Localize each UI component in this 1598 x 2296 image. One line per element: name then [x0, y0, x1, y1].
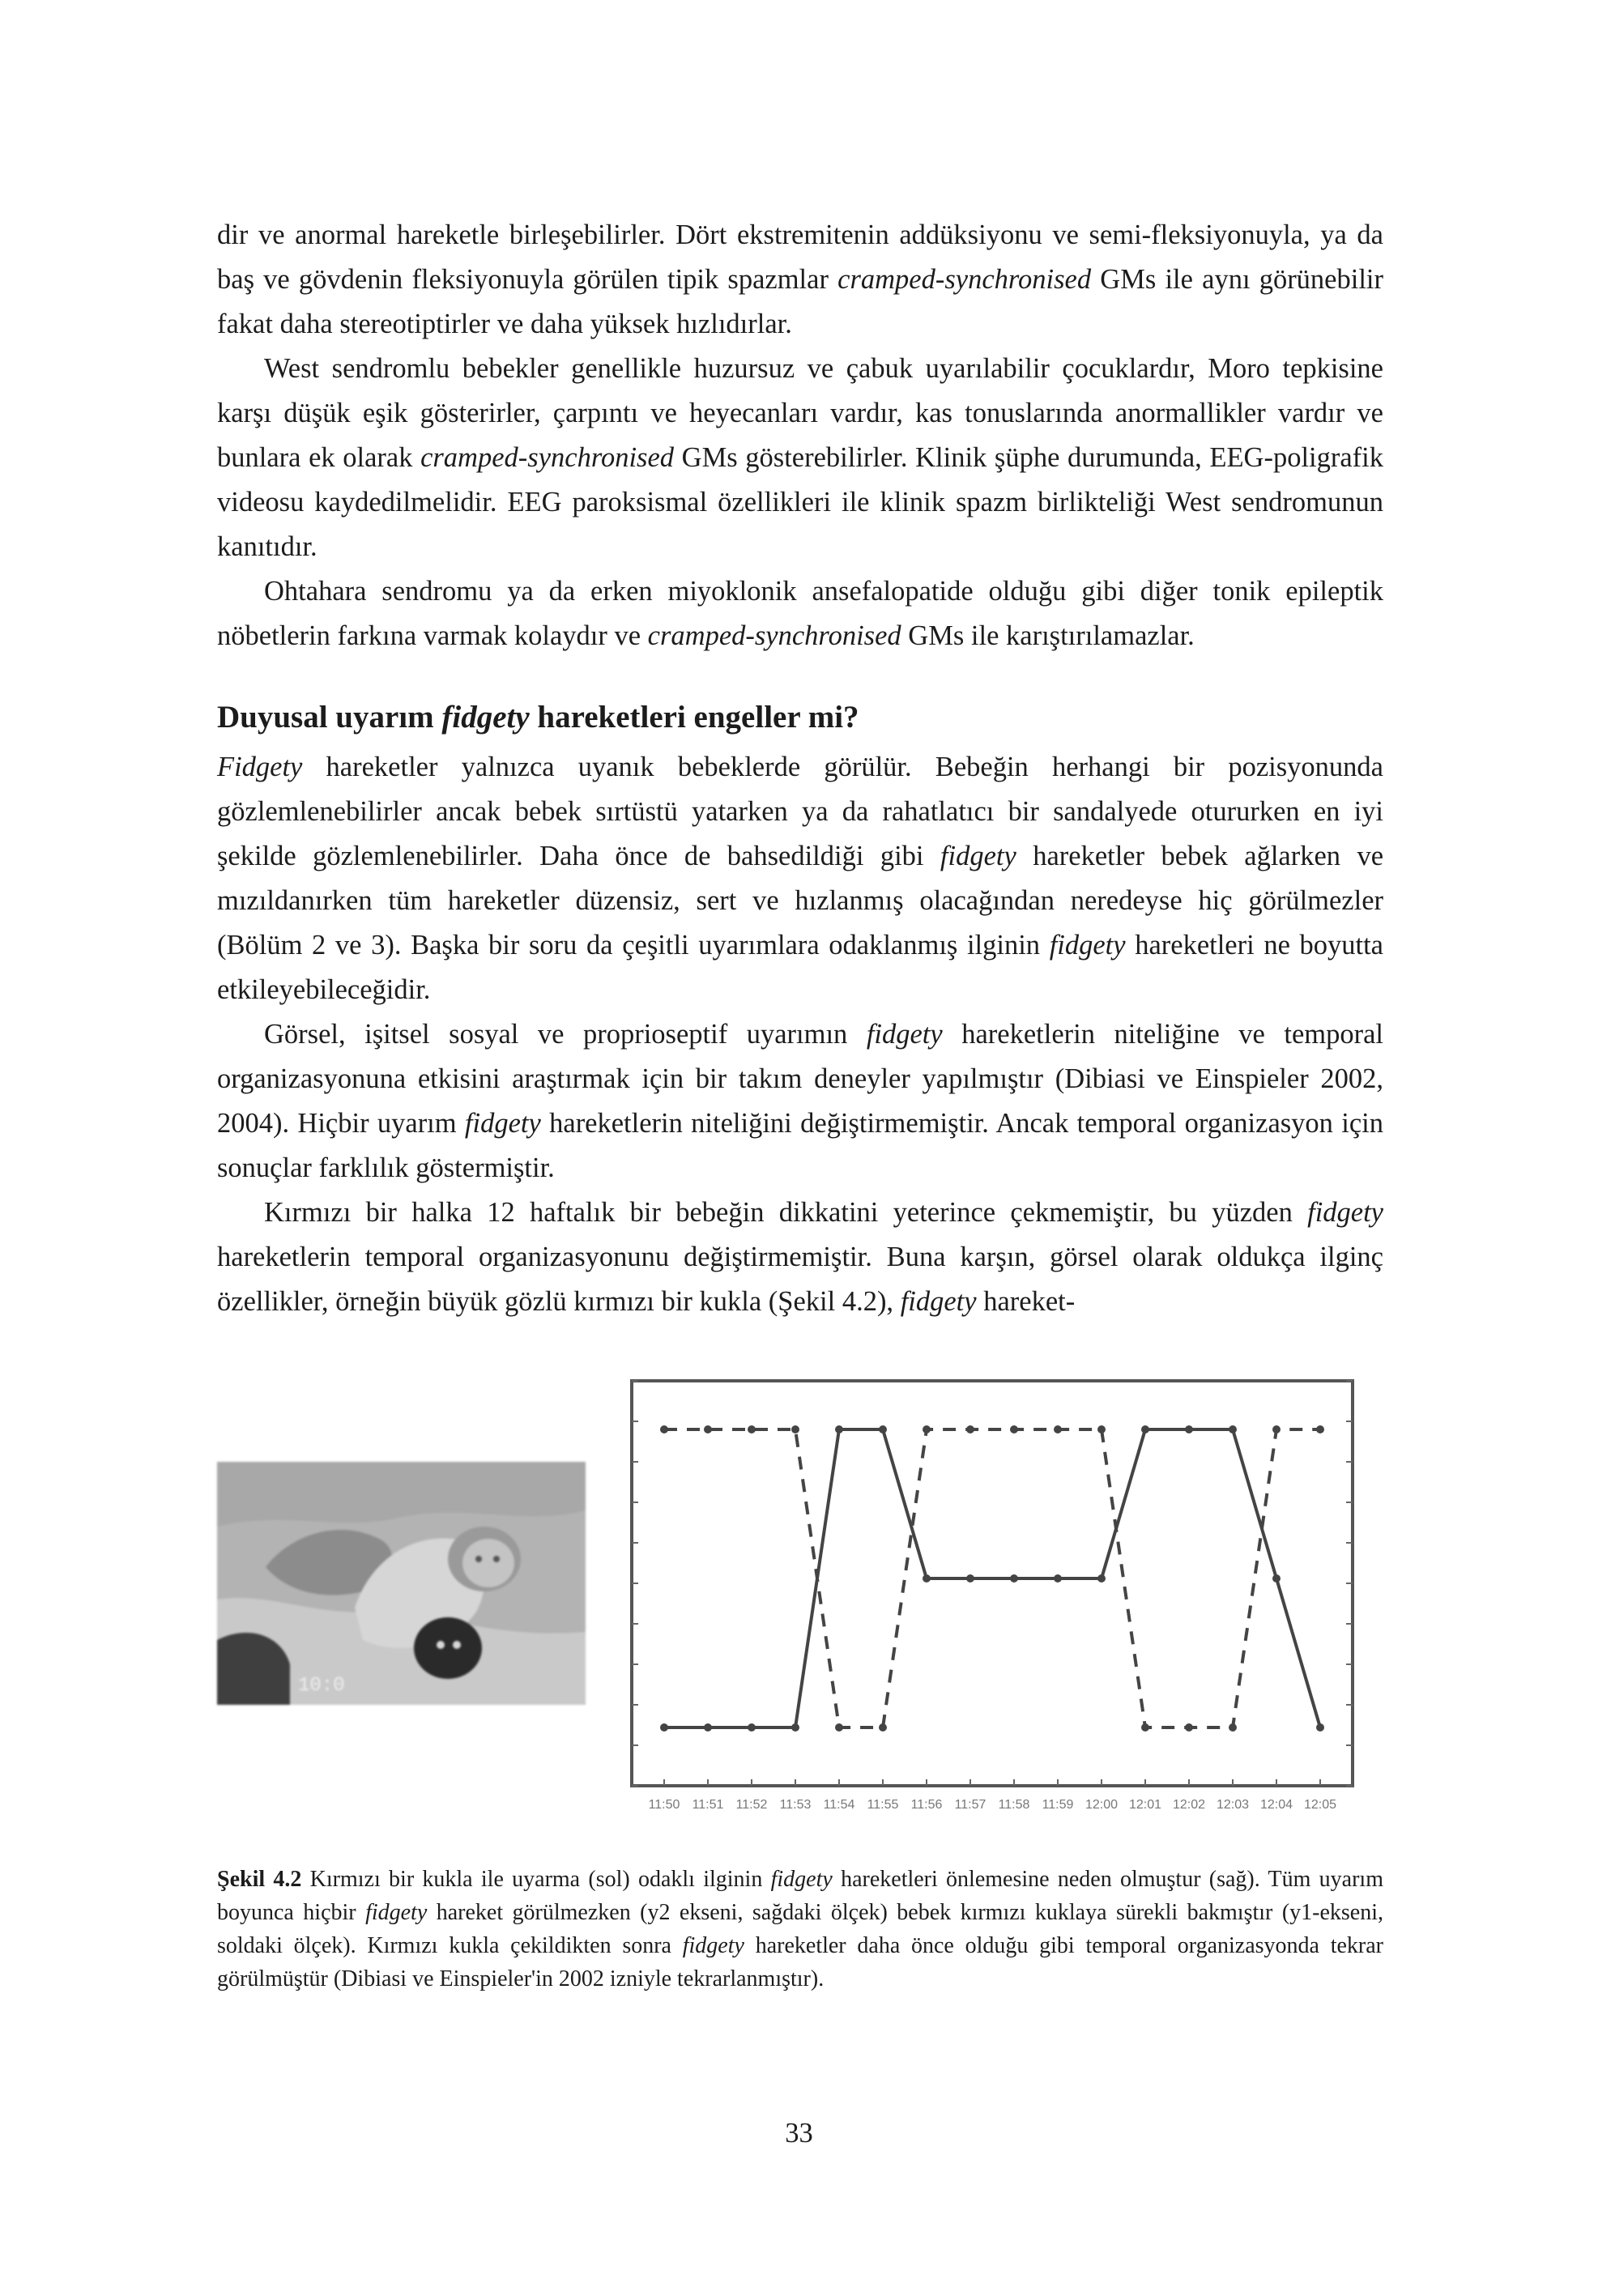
- heading-italic-term: fidgety: [441, 700, 530, 735]
- paragraph: [217, 1012, 1383, 1191]
- text-run: hareketlerin niteliğine ve temporal organizasyonuna etkisini araştırmak için bir takım deneyler yapılmıştır (Dibiasi ve Einspieler 2002, 2004). Hiçbir uyarım: [217, 1019, 1383, 1139]
- series-1-point: [704, 1723, 712, 1732]
- heading-text: hareketleri engeller mi?: [529, 700, 859, 735]
- x-tick-label: 12:04: [1259, 1798, 1293, 1812]
- series-1-point: [835, 1425, 843, 1433]
- x-tick-label: 11:50: [648, 1798, 680, 1812]
- series-2-point: [1097, 1425, 1106, 1433]
- italic-term: Fidgety: [217, 752, 303, 782]
- caption-italic-term: fidgety: [682, 1933, 744, 1958]
- paragraph: [217, 347, 1383, 569]
- italic-term: fidgety: [1307, 1197, 1383, 1228]
- series-2-point: [879, 1723, 887, 1732]
- series-1-point: [1010, 1574, 1018, 1582]
- text-run: GMs ile aynı görünebilir fakat daha stereotiptirler ve daha yüksek hızlıdırlar.: [217, 264, 1383, 339]
- text-run: hareket-: [976, 1286, 1076, 1317]
- series-1-point: [1054, 1574, 1062, 1582]
- series-1-point: [1316, 1723, 1324, 1732]
- x-tick-label: 11:58: [998, 1798, 1030, 1812]
- infant-puppet-photo: [217, 1462, 586, 1705]
- series-1-point: [748, 1723, 756, 1732]
- italic-term: fidgety: [1049, 930, 1126, 961]
- series-1-point: [1272, 1574, 1281, 1582]
- series-2-point: [835, 1723, 843, 1732]
- section-heading: [217, 695, 859, 739]
- italic-term: cramped-synchronised: [420, 442, 675, 473]
- series-2-point: [1316, 1425, 1324, 1433]
- text-run: Görsel, işitsel sosyal ve proprioseptif uyarımın: [264, 1019, 867, 1050]
- photo-timestamp: 10:0: [298, 1675, 345, 1697]
- chart-frame: [632, 1381, 1353, 1786]
- series-2-point: [1141, 1723, 1149, 1732]
- x-tick-label: 12:01: [1128, 1798, 1162, 1812]
- x-tick-label: 12:02: [1172, 1798, 1206, 1812]
- caption-label: Şekil 4.2: [217, 1867, 302, 1892]
- italic-term: fidgety: [464, 1108, 541, 1139]
- text-run: hareketlerin temporal organizasyonunu değiştirmemiştir. Buna karşın, görsel olarak oldukça ilginç özellikler, örneğin büyük gözlü kırmızı bir kukla (Şekil 4.2),: [217, 1242, 1383, 1317]
- text-run: West sendromlu bebekler genellikle huzursuz ve çabuk uyarılabilir çocuklardır, Moro tepkisine karşı düşük eşik gösterirler, çarpıntı ve heyecanları vardır, kas tonuslarında anormallikler vardır ve bunlara ek olarak: [217, 353, 1383, 473]
- series-2-point: [660, 1425, 668, 1433]
- series-2-point: [1010, 1425, 1018, 1433]
- x-tick-label: 11:55: [867, 1798, 899, 1812]
- heading-text: Duyusal uyarım: [217, 700, 442, 735]
- series-2-point: [1229, 1723, 1237, 1732]
- italic-term: cramped-synchronised: [647, 620, 901, 651]
- x-tick-label: 11:57: [954, 1798, 986, 1812]
- series-1-point: [1141, 1425, 1149, 1433]
- x-tick-label: 11:54: [823, 1798, 855, 1812]
- series-1-point: [879, 1425, 887, 1433]
- series-2-point: [748, 1425, 756, 1433]
- italic-term: fidgety: [940, 841, 1016, 871]
- text-run: GMs gösterebilirler. Klinik şüphe durumunda, EEG-poligrafik videosu kaydedilmelidir. EEG paroksismal özellikleri ile klinik spazm birlikteliği West sendromunun kanıtıdır.: [217, 442, 1383, 562]
- italic-term: cramped-synchronised: [837, 264, 1092, 295]
- text-run: Ohtahara sendromu ya da erken miyoklonik ansefalopatide olduğu gibi diğer tonik epileptik nöbetlerin farkına varmak kolaydır ve: [217, 576, 1383, 651]
- text-run: hareketler yalnızca uyanık bebeklerde görülür. Bebeğin herhangi bir pozisyonunda gözlemlenebilirler ancak bebek sırtüstü yatarken ya da rahatlatıcı bir sandalyede otururken en iyi şekilde gözlemlenebilirler. Daha önce de bahsedildiği gibi: [217, 752, 1383, 871]
- x-tick-label: 11:59: [1042, 1798, 1074, 1812]
- series-line-1: [664, 1429, 1320, 1727]
- series-2-point: [966, 1425, 974, 1433]
- x-tick-label: 11:53: [779, 1798, 812, 1812]
- series-2-point: [923, 1425, 931, 1433]
- x-tick-label: 12:00: [1085, 1798, 1119, 1812]
- series-2-point: [791, 1425, 799, 1433]
- series-1-point: [660, 1723, 668, 1732]
- paragraph: [217, 569, 1383, 658]
- text-run: hareketleri ne boyutta etkileyebileceğidir.: [217, 930, 1383, 1005]
- figure-caption: [217, 1863, 1383, 1996]
- paragraph: [217, 745, 1383, 1012]
- series-1-point: [1185, 1425, 1193, 1433]
- series-2-point: [704, 1425, 712, 1433]
- x-tick-label: 11:56: [910, 1798, 943, 1812]
- text-run: GMs ile karıştırılamazlar.: [901, 620, 1195, 651]
- text-run: hareketler bebek ağlarken ve mızıldanırken tüm hareketler düzensiz, sert ve hızlanmış olacağından neredeyse hiç görülmezler (Bölüm 2 ve 3). Başka bir soru da çeşitli uyarımlara odaklanmış ilginin: [217, 841, 1384, 961]
- series-1-point: [1229, 1425, 1237, 1433]
- page-number: 33: [785, 2118, 813, 2149]
- caption-text: hareketleri önlemesine neden olmuştur (sağ). Tüm uyarım boyunca hiçbir: [217, 1867, 1383, 1925]
- section-one-text: [217, 213, 1383, 658]
- italic-term: fidgety: [900, 1286, 977, 1317]
- paragraph: [217, 1191, 1383, 1324]
- series-2-point: [1185, 1723, 1193, 1732]
- italic-term: fidgety: [866, 1019, 943, 1050]
- text-run: dir ve anormal hareketle birleşebilirler. Dört ekstremitenin addüksiyonu ve semi-fleksiyonuyla, ya da baş ve gövdenin fleksiyonuyla görülen tipik spazmlar: [217, 219, 1383, 295]
- caption-italic-term: fidgety: [365, 1900, 428, 1925]
- caption-text: hareket görülmezken (y2 ekseni, sağdaki ölçek) bebek kırmızı kuklaya sürekli bakmıştır (y1-ekseni, soldaki ölçek). Kırmızı kukla çekildikten sonra: [217, 1900, 1383, 1958]
- chart-canvas: [591, 1365, 1389, 1822]
- series-1-point: [1097, 1574, 1106, 1582]
- x-tick-label: 12:03: [1216, 1798, 1250, 1812]
- section-two-text: [217, 745, 1383, 1324]
- text-run: hareketlerin niteliğini değiştirmemiştir. Ancak temporal organizasyon için sonuçlar farklılık göstermiştir.: [217, 1108, 1383, 1183]
- series-1-point: [923, 1574, 931, 1582]
- caption-italic-term: fidgety: [770, 1867, 833, 1892]
- series-2-point: [1054, 1425, 1062, 1433]
- attention-fidgety-chart: [591, 1365, 1389, 1822]
- series-1-point: [791, 1723, 799, 1732]
- series-2-point: [1272, 1425, 1281, 1433]
- series-1-point: [966, 1574, 974, 1582]
- caption-text: hareketler daha önce olduğu gibi temporal organizasyonda tekrar görülmüştür (Dibiasi ve Einspieler'in 2002 izniyle tekrarlanmıştır).: [217, 1933, 1383, 1991]
- text-run: Kırmızı bir halka 12 haftalık bir bebeğin dikkatini yeterince çekmemiştir, bu yüzden: [264, 1197, 1308, 1228]
- x-tick-label: 11:52: [735, 1798, 768, 1812]
- paragraph: [217, 213, 1383, 347]
- x-tick-label: 12:05: [1303, 1798, 1337, 1812]
- caption-text: Kırmızı bir kukla ile uyarma (sol) odaklı ilginin: [301, 1867, 771, 1892]
- x-tick-label: 11:51: [692, 1798, 724, 1812]
- photo-drawing: [217, 1462, 586, 1705]
